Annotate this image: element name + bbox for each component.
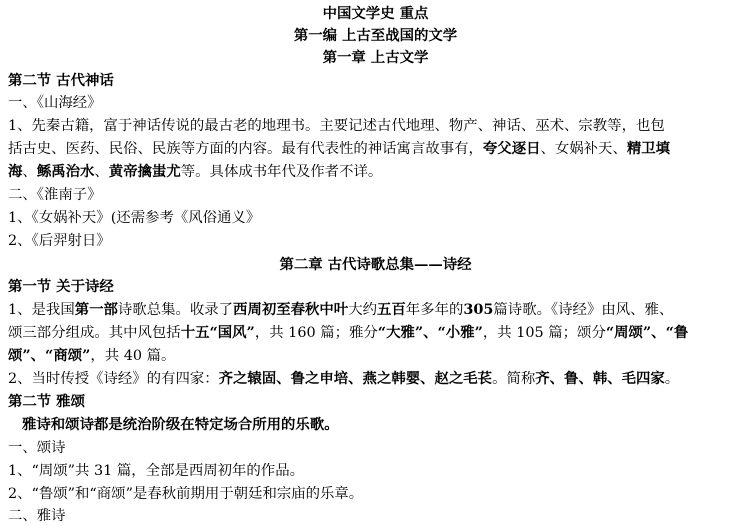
paragraph-line — [8, 139, 743, 159]
text-run: 括古史、医药、民俗、民族等方面的内容。最有代表性的神话寓言故事有， — [8, 141, 483, 157]
bold-run: “大雅”、“小雅” — [377, 324, 483, 341]
bold-run: 五百 — [376, 301, 406, 318]
text-run: ，共 160 篇；雅分 — [254, 325, 378, 341]
text-run: 诗歌总集。收录了 — [117, 302, 234, 318]
paragraph-line — [8, 323, 743, 343]
section-heading-myths: 第二节 古代神话 — [8, 72, 114, 89]
section-heading-shijing: 第一节 关于诗经 — [8, 278, 114, 295]
text-run: 等。具体成书年代及作者不详。 — [180, 164, 383, 180]
text-run: 2、当时传授《诗经》的有四家： — [8, 371, 219, 387]
part-title: 第一编 上古至战国的文学 — [293, 27, 458, 44]
text-run: 1、是我国 — [8, 302, 75, 318]
item-title-shanhaijing: 一、《山海经》 — [8, 95, 102, 111]
bold-run: 海 — [8, 163, 23, 180]
item-title-songshi: 一、颂诗 — [8, 440, 66, 456]
text-run: 。简称 — [492, 371, 536, 387]
bold-run: 齐、鲁、韩、毛四家 — [535, 370, 665, 387]
text-run: ，共 105 篇；颂分 — [482, 325, 606, 341]
paragraph-line — [8, 300, 743, 320]
bold-run: 夸父逐日 — [482, 140, 541, 157]
bold-run: 精卫填 — [626, 140, 671, 157]
paragraph-line — [8, 346, 743, 366]
bold-run: 305 — [463, 301, 494, 318]
list-item: 2、“鲁颂”和“商颂”是春秋前期用于朝廷和宗庙的乐章。 — [8, 486, 364, 502]
list-item: 1、《女娲补天》(还需参考《风俗通义》 — [8, 210, 261, 226]
text-run: 、 — [94, 164, 109, 180]
section-heading-yasong: 第二节 雅颂 — [8, 393, 85, 410]
paragraph-line: 1、先秦古籍，富于神话传说的最古老的地理书。主要记述古代地理、物产、神话、巫术、宗教等，也包 — [8, 118, 665, 134]
bold-run: 鲧禹治水 — [36, 163, 95, 180]
text-run: ，共 40 篇。 — [90, 348, 176, 364]
lead-sentence: 雅诗和颂诗都是统治阶级在特定场合所用的乐歌。 — [22, 416, 339, 433]
item-title-huainanzi: 二、《淮南子》 — [8, 187, 102, 203]
bold-run: 颂”、“商颂” — [8, 347, 91, 364]
text-run: 篇诗歌。《诗经》由风、雅、 — [493, 302, 674, 318]
text-run: 大约 — [348, 302, 377, 318]
text-run: 、 — [22, 164, 37, 180]
bold-run: 第一部 — [74, 301, 118, 318]
bold-run: “周颂”、“鲁 — [605, 324, 689, 341]
bold-run: 西周初至春秋中叶 — [233, 301, 349, 318]
paragraph-line — [8, 369, 743, 389]
chapter2-title: 第二章 古代诗歌总集——诗经 — [279, 256, 472, 273]
list-item: 2、《后羿射日》 — [8, 233, 111, 249]
chapter1-title: 第一章 上古文学 — [322, 49, 429, 66]
bold-run: 黄帝擒蚩尤 — [108, 163, 181, 180]
text-run: 年多年的 — [405, 302, 464, 318]
paragraph-line — [8, 162, 743, 182]
text-run: 颂三部分组成。其中风包括 — [8, 325, 181, 341]
text-run: 。 — [664, 371, 680, 387]
text-run: 、女娲补天、 — [540, 141, 627, 157]
doc-title: 中国文学史 重点 — [322, 5, 429, 22]
list-item: 1、“周颂”共 31 篇，全部是西周初年的作品。 — [8, 463, 304, 479]
bold-run: 十五“国风” — [180, 324, 255, 341]
cutoff-line: 二、雅诗 — [8, 508, 66, 524]
bold-run: 齐之辕固、鲁之申培、燕之韩婴、赵之毛苌 — [218, 370, 493, 387]
